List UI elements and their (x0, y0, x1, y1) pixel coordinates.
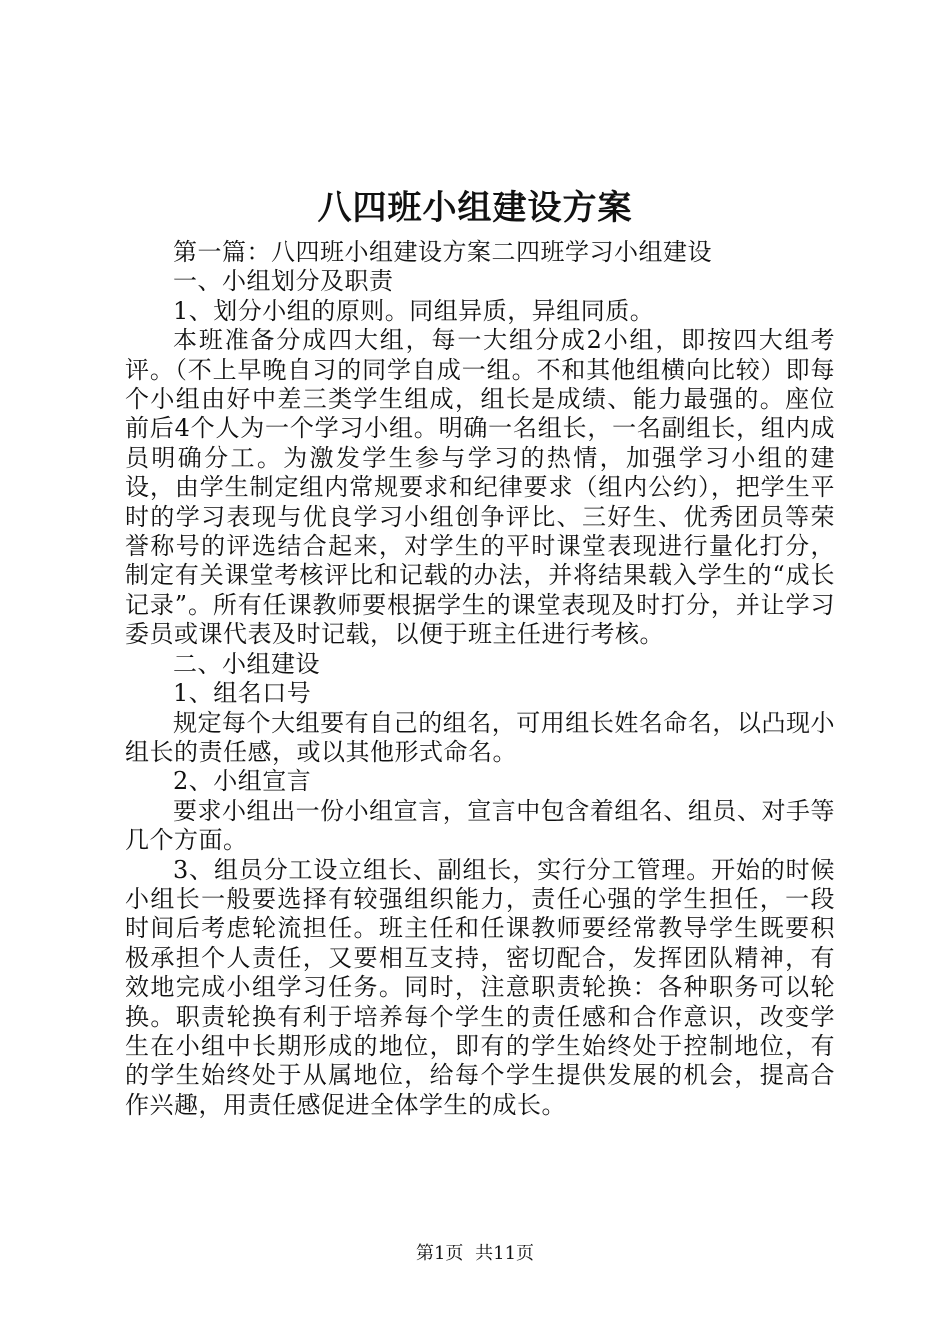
subheading-group-declaration: 2、小组宣言 (173, 767, 312, 796)
document-body (125, 238, 835, 1120)
section-heading-1: 一、小组划分及职责 (173, 267, 394, 296)
page-number-footer: 第1页 共11页 (415, 1243, 535, 1264)
paragraph-principle: 1、划分小组的原则。同组异质，异组同质。 (173, 296, 655, 325)
paragraph-group-declaration: 要求小组出一份小组宣言，宣言中包含着组名、组员、对手等几个方面。 (125, 796, 835, 855)
paragraph-member-roles: 3、组员分工设立组长、副组长，实行分工管理。开始的时候小组长一般要选择有较强组织能力，责任心强的学生担任，一段时间后考虑轮流担任。班主任和任课教师要经常教导学生既要积极承担个人责任，又要相互支持，密切配合，发挥团队精神，有效地完成小组学习任务。同时，注意职责轮换：各种职务可以轮换。职责轮换有利于培养每个学生的责任感和合作意识，改变学生在小组中长期形成的地位，即有的学生始终处于控制地位，有的学生始终处于从属地位，给每个学生提供发展的机会，提高合作兴趣，用责任感促进全体学生的成长。 (125, 855, 835, 1119)
paragraph-part-heading: 第一篇：八四班小组建设方案二四班学习小组建设 (173, 238, 712, 266)
paragraph-grouping: 本班准备分成四大组，每一大组分成2小组，即按四大组考评。（不上早晚自习的同学自成一组。不和其他组横向比较）即每个小组由好中差三类学生组成，组长是成绩、能力最强的。座位前后4个人为一个学习小组。明确一名组长，一名副组长，组内成员明确分工。为激发学生参与学习的热情，加强学习小组的建设，由学生制定组内常规要求和纪律要求（组内公约），把学生平时的学习表现与优良学习小组创争评比、三好生、优秀团员等荣誉称号的评选结合起来，对学生的平时课堂表现进行量化打分，制定有关课堂考核评比和记载的办法，并将结果载入学生的“成长记录”。所有任课教师要根据学生的课堂表现及时打分，并让学习委员或课代表及时记载，以便于班主任进行考核。 (125, 326, 835, 649)
document-title: 八四班小组建设方案 (317, 188, 633, 228)
paragraph-group-name: 规定每个大组要有自己的组名，可用组长姓名命名，以凸现小组长的责任感，或以其他形式命名。 (125, 708, 835, 766)
subheading-group-name: 1、组名口号 (173, 679, 312, 708)
section-heading-2: 二、小组建设 (173, 649, 320, 678)
